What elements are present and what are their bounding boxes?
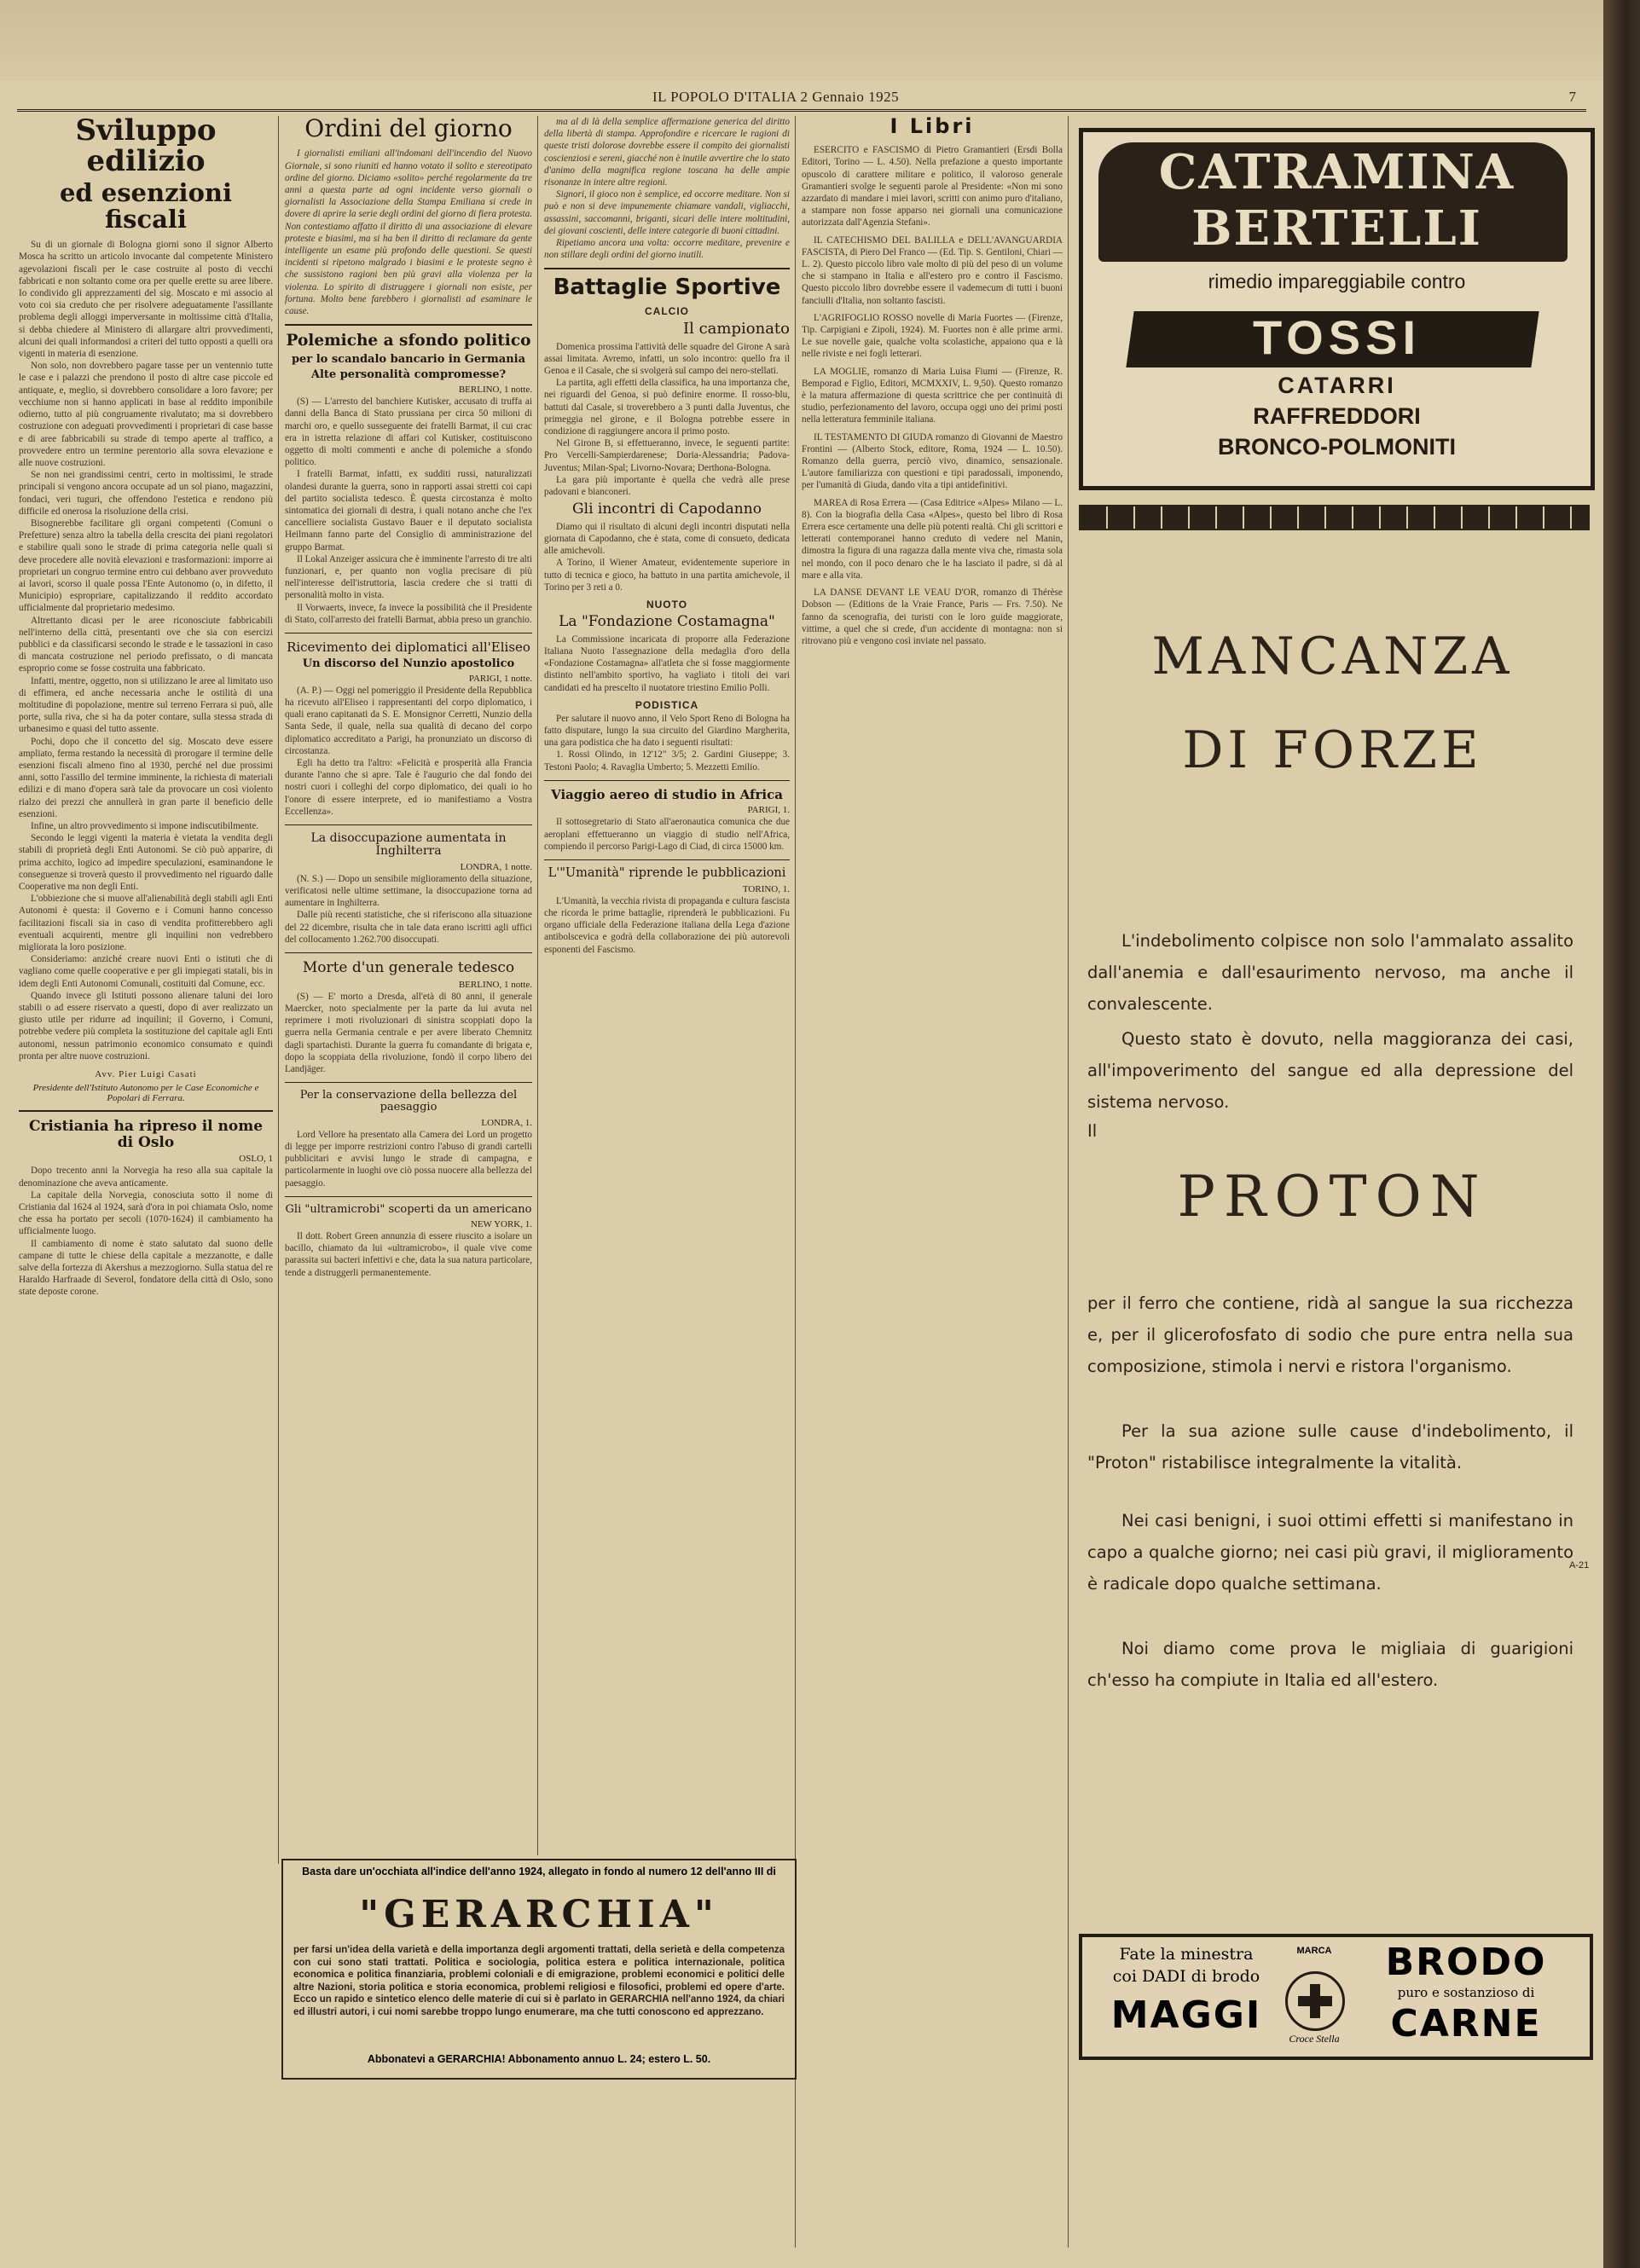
gerarchia-intro: Basta dare un'occhiata all'indice dell'anno 1924, allegato in fondo al numero 12 dell'anno III di [302, 1866, 776, 1877]
article-paragraph: Consideriamo: anziché creare nuovi Enti o istituti che di vagliano come quelle cooperative e per gli impiegati statali, bis in idem degli Enti Autonomi Comunali, costituiti dal Comune, ecc. [19, 954, 273, 989]
article-paragraph: ma al di là della semplice affermazione generica del diritto della libertà di stampa. Approfondire e ricercare le ragioni di queste tristi dolorose dovrebbe essere il compito dei giornalisti coscienziosi e sereni, giacché non è inutile avvertire che lo stato d'animo della magnifica regione toscana ha delle ampie risonanze in intere altre regioni. [544, 117, 790, 188]
masthead-title: IL POPOLO D'ITALIA 2 Gennaio 1925 [652, 89, 900, 105]
article-paragraph: Quando invece gli Istituti possono alienare taluni dei loro stabili o ad essere riservato a questi, dopo di aver realizzato un giusto utile per ridurre ad inquilini; il Governo, i Comuni, potrebbe vedere più completa la sostituzione del capitale agli Enti autonomi, nessun patrimonio economico consumato e quindi pronta per altre nuove costruzioni. [19, 990, 273, 1062]
gerarchia-advertisement [281, 1859, 797, 2080]
ad-code: A-21 [1569, 1560, 1590, 1571]
proton-advertisement [1079, 537, 1586, 1756]
subheadline: Alte personalità compromesse? [310, 367, 507, 381]
article-paragraph: L'obbiezione che si muove all'alienabilità degli stabili agli Enti Autonomi è questa: il Governo e i Comuni hanno concesso facilitazioni fiscali sia in caso di vendita profitterebbero agli eventuali acquirenti, mentre gli inquilini non vedrebbero migliorata la loro posizione. [19, 894, 273, 953]
maggi-advertisement [1079, 1934, 1593, 2060]
headline-eliseo: Ricevimento dei diplomatici all'Eliseo [287, 639, 530, 656]
article-paragraph: Domenica prossima l'attività delle squadre del Girone A sarà assai limitata. Avremo, infatti, un solo incontro: quello fra il Genoa e il Casale, che si svolgerà sul campo dei nero-stellati. [544, 341, 790, 376]
book-review: LA MOGLIE, romanzo di Maria Luisa Fiumi — (Firenze, R. Bemporad e Figlio, Editori, MCMXXIV, L. 9,50). Questo romanzo è la matura affermazione di questa scrittrice che per continuità di studio, perfezionamento del lavoro, occupa oggi uno dei primi posti nella letteratura femminile italiana. [802, 366, 1063, 425]
subheadline: per lo scandalo bancario in Germania [291, 352, 526, 366]
maggi-line2: coi DADI di brodo [1112, 1967, 1260, 1986]
headline-bellezza: Per la conservazione della bellezza del paesaggio [299, 1089, 518, 1114]
article-paragraph: 1. Rossi Olindo, in 12'12" 3/5; 2. Gardini Giuseppe; 3. Testoni Paolo; 4. Ravaglia Umberto; 5. Mezzetti Emilio. [544, 749, 790, 772]
ad-tagline: rimedio impareggiabile contro [1208, 270, 1466, 292]
article-paragraph: Signori, il gioco non è semplice, ed occorre meditare. Non si può e non si deve impunemente chiamare vandali, vigliacchi, assassini, saccomanni, briganti, sicari delle intere moltitudini, dei giovani coscienti, delle intere categorie di buoni cittadini. [544, 189, 790, 236]
article-paragraph: Ripetiamo ancora una volta: occorre meditare, prevenire e non stillare degli ordini del giorno inutili. [544, 238, 790, 261]
headline-campionato: Il campionato [683, 319, 790, 338]
dateline: OSLO, 1 [239, 1154, 273, 1165]
ad-brand-catramina: CATRAMINA [1158, 144, 1515, 200]
headline-costamagna: La "Fondazione Costamagna" [559, 613, 775, 631]
section-kicker: CALCIO [645, 304, 689, 317]
binding-spine [1603, 0, 1640, 2268]
ad-headline-mancanza: MANCANZA [1151, 627, 1514, 686]
headline-disoccupazione: La disoccupazione aumentata in Inghilterra [310, 831, 507, 859]
article-paragraph: I giornalisti emiliani all'indomani dell'incendio del Nuovo Giornale, si sono riuniti ed hanno votato il solito e stereotipato ordine del giorno. Diciamo «solito» perché regolarmente da tre anni a questa parte ad ogni incidente verso giornali o giornalisti la Associazione della Stampa Emiliana si crede in dovere di aprire la serie degli ordini del giorno di fiera protesta. Non contestiamo affatto il diritto di una associazione di elevare proteste e biasimi, ma si ha ben il diritto di reclamare da gente intelligente un esame più profondo delle questioni. Se questi incidenti si ripetono malgrado i biasimi e le proteste segno è che sussistono ragioni ben più gravi alla violenza per la violenza. Lo spirito di distruggere i giornali non esiste, per fortuna. Molto bene farebbero i giornalisti ad esaminare le cause. [285, 148, 532, 317]
gerarchia-title: "GERARCHIA" [359, 1893, 719, 1936]
divider [285, 633, 532, 634]
article-paragraph: L'Umanità, la vecchia rivista di propaganda e cultura fascista che ricorda le prime battaglie, riprenderà le pubblicazioni. Fu organo ufficiale della Federazione italiana della Lega d'azione antibolscevica e godrà della collaborazione dei più autorevoli esponenti del Fascismo. [544, 895, 790, 955]
article-paragraph: Infatti, mentre, oggetto, non si utilizzano le aree al limitato uso di effimera, ed anche necessaria anche le ostilità di una moltitudine di popolazione, mentre sul terreno Ferrara si può, alle porte, sulla riva, che si ha da poter contare, sulla stessa strada di urbanesimo e quasi del tutto assente. [19, 675, 273, 735]
book-review: LA DANSE DEVANT LE VEAU D'OR, romanzo di Thérèse Dobson — (Editions de la Vraie France, Paris — Frs. 7.50). Ne fanno da scenografia, dei turisti con le loro guide maggiorate, vittime, a quel che si crede, d'un accidente di montagna: non si ritrovano più e vengono così inviate nel passato. [802, 587, 1063, 646]
article-paragraph: Il sottosegretario di Stato all'aeronautica comunica che due aeroplani effettueranno un viaggio di studio nell'Africa, compiendo il percorso Parigi-Lago di Ciad, di circa 15000 km. [544, 817, 790, 852]
headline-esenzioni: ed esenzioni fiscali [59, 178, 233, 234]
headline-battaglie-sportive: Battaglie Sportive [553, 275, 781, 301]
column-edilizio [19, 116, 273, 2248]
ad-paragraph: Questo stato è dovuto, nella maggioranza dei casi, all'impoverimento del sangue ed alla depressione del sistema nervoso. [1087, 1029, 1573, 1112]
ad-paragraph: Noi diamo come prova le migliaia di guarigioni ch'esso ha compiute in Italia ed all'estero. [1087, 1639, 1573, 1690]
book-review: IL CATECHISMO DEL BALILLA e DELL'AVANGUARDIA FASCISTA, di Piero Del Franco — (Ed. Tip. S. Gentiloni, Chiari — L. 2). Questo piccolo libro vale molto di più del peso di un volume che si stampano in Italia e all'estero pro e contro il Fascismo. Questo piccolo libro dovrebbe essere il vademecum di tutti i buoni fanciulli d'Italia, non soltanto fascisti. [802, 234, 1063, 306]
book-review: L'AGRIFOGLIO ROSSO novelle di Maria Fuortes — (Firenze, Tip. Carpigiani e Zipoli, 1924). M. Fuortes non è alle prime armi. Le sue novelle gaie, qualche volta scolastiche, appaiono qua e là nelle riviste e nei fogli letterari. [802, 312, 1063, 360]
headline-sviluppo: Sviluppo edilizio [75, 116, 217, 178]
headline-polemiche: Polemiche a sfondo politico [286, 332, 531, 350]
column-rule [537, 116, 538, 1855]
article-paragraph: Su di un giornale di Bologna giorni sono il signor Alberto Mosca ha scritto un articolo invocante dal competente Ministero agevolazioni fiscali per le case costruite al posto di vecchi fabbricati e non soltanto come ora per quelle erette su aree libere. Io condivido gli apprezzamenti del sig. Moscato e mi associo al voto coi sia creduto che per risolvere adeguatamente l'assillante problema degli alloggi imperversante in moltissime città d'Italia, si debba chiedere al Ministero di allargare altri provvedimenti, alcuni dei quali informandosi a criteri del tutto opposti a quelli ora vigenti in materia di esenzione. [19, 240, 273, 360]
maggi-line3: puro e sostanzioso di [1397, 1985, 1535, 2000]
maggi-carne: CARNE [1390, 2002, 1542, 2045]
headline-capodanno: Gli incontri di Capodanno [572, 500, 762, 518]
article-paragraph: La capitale della Norvegia, conosciuta sotto il nome di Cristiania dal 1624 al 1924, sarà d'ora in poi chiamata Oslo, nome che essa ha portato per secoli (1070-1624) il cambiamento ha ufficialmente luogo. [19, 1189, 273, 1237]
page-top-margin [0, 0, 1603, 81]
article-paragraph: Bisognerebbe facilitare gli organi competenti (Comuni o Prefetture) senza altro la tabella della crescita dei piani regolatori e stabilire quali sono le strade di prima categoria nelle quali si deve procedere alle novità elevazioni e trasformazioni: imporre ai proprietari un congruo termine entro cui debbano aver provveduto ai lavori, scorso il quale possa l'Ente Autonomo (o, in difetto, il Municipio) espropriare, capitalizzando il reddito accordato ufficialmente dal proprietario medesimo. [19, 518, 273, 614]
ad-brand-proton: PROTON [1177, 1164, 1488, 1229]
headline-oslo: Cristiania ha ripreso il nome di Oslo [28, 1118, 264, 1151]
article-paragraph: La Commissione incaricata di proporre alla Federazione Italiana Nuoto l'assegnazione della medaglia d'oro della «Fondazione Costamagna» all'atleta che si fosse maggiormente distinto nell'ambito sportivo, ha vagliato i titoli dei vari candidati ed ha prescelto il nuotatore triestino Emilio Polli. [544, 634, 790, 693]
article-paragraph: Se non nei grandissimi centri, certo in moltissimi, le strade principali si vengono ancora occupate ad un sol piano, magazzini, fondaci, veri tuguri, che offendono l'estetica e rendono più difficile ed onerosa la risoluzione della crisi. [19, 470, 273, 517]
ad-headline-di-forze: DI FORZE [1182, 720, 1483, 780]
divider [285, 1082, 532, 1083]
article-paragraph: Il Lokal Anzeiger assicura che è imminente l'arresto di tre alti funzionari, e, per quanto non voglia precisare di più nell'interesse dell'istruttoria, lascia credere che si tratti di personalità molto in vista. [285, 553, 532, 601]
divider [285, 952, 532, 953]
signature-name: Avv. Pier Luigi Casati [95, 1069, 197, 1080]
article-paragraph: (A. P.) — Oggi nel pomeriggio il Presidente della Repubblica ha ricevuto all'Eliseo i rappresentanti del corpo diplomatico, i quali erano capitanati da S. E. Monsignor Cerretti, Nunzio della Santa Sede, il quale, nella sua qualità di decano del corpo diplomatico accreditato a Parigi, ha pronunziato un discorso di circostanza. [285, 685, 532, 756]
section-kicker: NUOTO [646, 599, 688, 611]
article-paragraph: (S) — E' morto a Dresda, all'età di 80 anni, il generale Maercker, noto specialmente per la parte da lui avuta nel reprimere i moti rivoluzionari di sinistra scoppiati dopo la guerra nella Germania centrale e per avere liberato Chemnitz dagli spartachisti. Durante la guerra fu comandante di brigata e, dopo la scoppiata della rivoluzione, fondò il corpo libero dei Landjäger. [285, 991, 532, 1074]
croce-stella-icon [1285, 1971, 1345, 2031]
headline-morte: Morte d'un generale tedesco [302, 959, 515, 977]
divider [544, 268, 790, 269]
article-paragraph: Pochi, dopo che il concetto del sig. Moscato deve essere ampliato, ferma restando la necessità di prorogare il termine delle esenzioni fiscali almeno fino al 1930, perché nel due prossimi anni, sotto l'assillo del termine imminente, la richiesta di materiali edilizi e di mano d'opera sarà tale da provocare un così violento rialzo dei prezzi che annullerà in gran parte il beneficio delle esenzioni. [19, 736, 273, 819]
catramina-bertelli-advertisement [1079, 128, 1595, 490]
maggi-mark-label: MARCA [1296, 1946, 1332, 1956]
decorative-frieze [1079, 505, 1590, 530]
article-paragraph: Nel Girone B, si effettueranno, invece, le seguenti partite: Pro Vercelli-Sampierdarenese; Doria-Alessandria; Padova-Juventus; Milan-Spal; Livorno-Novara; Derthona-Bologna. [544, 438, 790, 473]
subheadline: Un discorso del Nunzio apostolico [302, 657, 515, 670]
article-paragraph: Il dott. Robert Green annunzia di essere riuscito a isolare un bacillo, chiamato da lui «ultramicrobo», il quale vive come parassita sui bacteri infettivi e che, data la sua natura particolare, tende a distruggerli permanentemente. [285, 1231, 532, 1278]
ad-paragraph-tail: Il [1087, 1121, 1098, 1141]
dateline: LONDRA, 1. [481, 1117, 532, 1128]
article-paragraph: Non solo, non dovrebbero pagare tasse per un ventennio tutte le case e i palazzi che prendono il posto di altre case piccole ed antiquate, e, meglio, si dovrebbero consolidare a loro favore; per vecchiume non si hanno applicati in base al reddito imponibile odierno, tutto al più congruamente rivalutato; ma si dovrebbero costruzione con adeguati provvedimenti i proprietari di case basse e di aree fabbricabili su strade di tempo aperte al traffico, a provvedere entro un termine perentorio alla sovra elevazione e alle nuove costruzioni. [19, 361, 273, 468]
headline-umanita: L'"Umanità" riprende le pubblicazioni [548, 865, 786, 880]
maggi-brodo: BRODO [1385, 1941, 1547, 1984]
headline-ordini: Ordini del giorno [304, 116, 513, 142]
article-paragraph: Infine, un altro provvedimento si impone indiscutibilmente. [31, 821, 259, 831]
dateline: PARIGI, 1. [747, 805, 790, 816]
article-paragraph: La partita, agli effetti della classifica, ha una importanza che, nei riguardi del Genoa, si può definire enorme. Il rosso-blu, battuti dal Casale, si troverebbero a 3 punti dalla Juventus, che primeggia nel girone, e il Bologna potrebbe essere in condizione di raggiungere ancora il primo posto. [544, 378, 790, 437]
dateline: NEW YORK, 1. [470, 1219, 532, 1230]
masthead [17, 89, 1586, 112]
article-paragraph: (S) — L'arresto del banchiere Kutisker, accusato di truffa ai danni della Banca di Stato prussiana per circa 50 milioni di marchi oro, e quello susseguente dei fratelli Barmat, il cui crac era in istretta relazione di affari col Kutisker, costituiscono oggetto di molti commenti e anche di polemiche a sfondo politico. [285, 396, 532, 468]
ad-paragraph: per il ferro che contiene, ridà al sangue la sua ricchezza e, per il glicerofosfato di sodio che pure entra nella sua composizione, stimola i nervi e ristora l'organismo. [1087, 1293, 1573, 1376]
dateline: BERLINO, 1 notte. [458, 385, 532, 396]
maggi-mark-caption: Croce Stella [1289, 2033, 1340, 2045]
column-libri [802, 116, 1063, 2248]
dateline: BERLINO, 1 notte. [458, 979, 532, 990]
article-paragraph: Altrettanto dicasi per le aree riconosciute fabbricabili nell'interno della città, presentanti ove che sia con esercizi pubblici e da classificarsi secondo le strade e le tassazioni in caso di mancata costruzione nel periodo prefissato, o di mancata esproprio come se fosse costruita una fabbricato. [19, 615, 273, 674]
ad-paragraph: Per la sua azione sulle cause d'indebolimento, il "Proton" ristabilisce integralmente la vitalità. [1087, 1421, 1573, 1472]
column-rule [278, 116, 279, 1864]
divider [285, 324, 532, 326]
headline-viaggio-aereo: Viaggio aereo di studio in Africa [551, 786, 783, 802]
book-review: ESERCITO e FASCISMO di Pietro Gramantieri (Ersdi Bolla Editori, Torino — L. 4.50). Nella prefazione a questo importante opuscolo di carattere militare e politico, il valoroso generale Gramantieri svolge le seguenti parole al Presidente: «Non mi sono azzardato di mandare i miei lavori, scritti con animo puro d'italiano, a stampare non fosse apparso nei giornali una comunicazione autorizzata dall'Agenzia Stefani». [802, 145, 1063, 229]
headline-libri: I Libri [890, 116, 975, 138]
ad-paragraph: Nei casi benigni, i suoi ottimi effetti si manifestano in capo a qualche giorno; nei casi più gravi, il miglioramento è radicale dopo qualche settimana. [1087, 1511, 1573, 1594]
maggi-line1: Fate la minestra [1119, 1945, 1254, 1964]
article-paragraph: A Torino, il Wiener Amateur, evidentemente superiore in tutto di tecnica e gioco, ha battuto in una partita amichevole, il Torino per 3 reti a 0. [544, 558, 790, 593]
ad-word-broncopolmoniti: BRONCO-POLMONITI [1218, 434, 1456, 460]
article-paragraph: Diamo qui il risultato di alcuni degli incontri disputati nella giornata di Capodanno, che è stata, come di consueto, dedicata alle amichevoli. [544, 521, 790, 557]
ad-word-catarri: CATARRI [1278, 373, 1396, 398]
divider [544, 780, 790, 781]
section-kicker: PODISTICA [635, 698, 699, 711]
article-paragraph: Dalle più recenti statistiche, che si riferiscono alla situazione del 22 dicembre, risulta che in tale data erano iscritti agli uffici del collocamento 1.262.700 disoccupati. [285, 910, 532, 945]
maggi-brand: MAGGI [1110, 1993, 1262, 2037]
dateline: PARIGI, 1 notte. [468, 673, 532, 684]
dateline: LONDRA, 1 notte. [460, 861, 532, 872]
article-paragraph: La gara più importante è quella che vedrà alle prese padovani e bianconeri. [544, 474, 790, 497]
ad-brand-bertelli: BERTELLI [1191, 200, 1482, 257]
article-paragraph: Lord Vellore ha presentato alla Camera dei Lord un progetto di legge per imporre restrizioni contro l'abuso di grandi cartelli pubblicitari e avvisi lungo le strade di campagna, e particolarmente in luoghi ove ciò possa nuocere alla bellezza del paesaggio. [285, 1129, 532, 1189]
divider [544, 859, 790, 860]
gerarchia-body: per farsi un'idea della varietà e della importanza degli argomenti trattati, della serietà e della competenza con cui sono stati trattati. Politica e sociologia, politica estera e politica internazionale, politica economica e politica finanziaria, problemi coloniali e di emigrazione, problemi economici e politici delle altre Nazioni, storia politica e storia economica, problemi religiosi e filosofici, problemi ed opere d'arte. Ecco un rapido e sintetico elenco delle materie di cui si è parlato in GERARCHIA nell'anno 1924, da chiari ed illustri autori, i cui nomi sarebbe troppo lungo enumerare, ma che tutti conoscono ed apprezzano. [293, 1945, 785, 2017]
article-paragraph: Dopo trecento anni la Norvegia ha reso alla sua capitale la denominazione che aveva anticamente. [19, 1166, 273, 1189]
ad-paragraph: L'indebolimento colpisce non solo l'ammalato assalito dall'anemia e dall'esaurimento nervoso, ma anche il convalescente. [1087, 931, 1573, 1014]
article-paragraph: Secondo le leggi vigenti la materia è vietata la vendita degli stabili di proprietà degli Enti Autonomi. Se ciò può apparire, di prima acchito, logico ad impedire speculazioni, esaminandone le conseguenze si troverà questo il provvedimento nel riguardo dalle Cooperative ma non degli Enti. [19, 833, 273, 893]
page-number: 7 [1568, 89, 1576, 105]
divider [19, 1110, 273, 1112]
article-paragraph: I fratelli Barmat, infatti, ex sudditi russi, naturalizzati olandesi durante la guerra, sono in rapporti assai stretti coi capi del partito socialista tedesco. È questa circostanza è molto sintomatica dei giornali di destra, i quali notano anche che l'ex cancelliere socialista Gustavo Bauer e il deputato socialista Heilmann fanno parte del Consiglio di amministrazione del gruppo Barmat. [285, 469, 532, 553]
gerarchia-subscribe: Abbonatevi a GERARCHIA! Abbonamento annuo L. 24; estero L. 50. [367, 2053, 711, 2065]
divider [285, 824, 532, 825]
dateline: TORINO, 1. [742, 883, 790, 894]
ad-word-tossi: TOSSI [1252, 310, 1421, 364]
divider [285, 1196, 532, 1197]
book-review: MAREA di Rosa Errera — (Casa Editrice «Alpes» Milano — L. 8). Con la biografia della Casa «Alpes», questo bel libro di Rosa Errera esce certamente una delle più potenti realtà. Chi gli scrittori e letterati contemporanei hanno creduto di vedere nel Manin, dimostra la figura di una ragazza dalla mente viva che, rimasta sola nel mondo, con il poco denaro che le ha lasciato il padre, si dà al mare e alla vita. [802, 497, 1063, 581]
column-sport [544, 116, 790, 1847]
article-paragraph: Per salutare il nuovo anno, il Velo Sport Reno di Bologna ha fatto disputare, lungo la sua circuito del Giardino Margherita, una gara podistica che ha dato i seguenti risultati: [544, 713, 790, 749]
ad-word-raffreddori: RAFFREDDORI [1253, 403, 1421, 429]
book-review: IL TESTAMENTO DI GIUDA romanzo di Giovanni de Maestro Frontini — (Alberto Stock, editore, Roma, 1924 — L. 10.50). Romanzo della guerra, perciò vivo, dinamico, sensazionale. L'autore familiarizza con questioni e tipi paradossali, imponendo, per l'umanità di Giuda, dando vita a tipi antidefinitivi. [802, 431, 1063, 491]
headline-ultramicrobi: Gli "ultramicrobi" scoperti da un americano [285, 1202, 532, 1216]
signature-role: Presidente dell'Istituto Autonomo per le Case Economiche e Popolari di Ferrara. [32, 1083, 259, 1104]
article-paragraph: Il cambiamento di nome è stato salutato dal suono delle campane di tutte le chiese della capitale a mezzanotte, e dalle salve della fortezza di Akershus a mezzogiorno. Sulla statua del re Haraldo Harfraade di Severol, fondatore della città di Oslo, sono state deposte corone. [19, 1238, 273, 1298]
article-paragraph: Egli ha detto tra l'altro: «Felicità e prosperità alla Francia durante l'anno che si apre. Tale è l'augurio che dal fondo dei nostri cuori i colleghi del corpo diplomatico, dei quali io ho l'onore di essere interprete, ed io manifestiamo a Vostra Eccellenza». [285, 758, 532, 817]
column-ordini [285, 116, 532, 1847]
column-rule [1068, 116, 1069, 2248]
article-paragraph: Il Vorwaerts, invece, fa invece la possibilità che il Presidente di Stato, coll'arresto dei fratelli Barmat, abbia preso un granchio. [285, 602, 532, 625]
article-paragraph: (N. S.) — Dopo un sensibile miglioramento della situazione, verificatosi nelle ultime settimane, la disoccupazione torna ad aumentare in Inghilterra. [285, 873, 532, 909]
